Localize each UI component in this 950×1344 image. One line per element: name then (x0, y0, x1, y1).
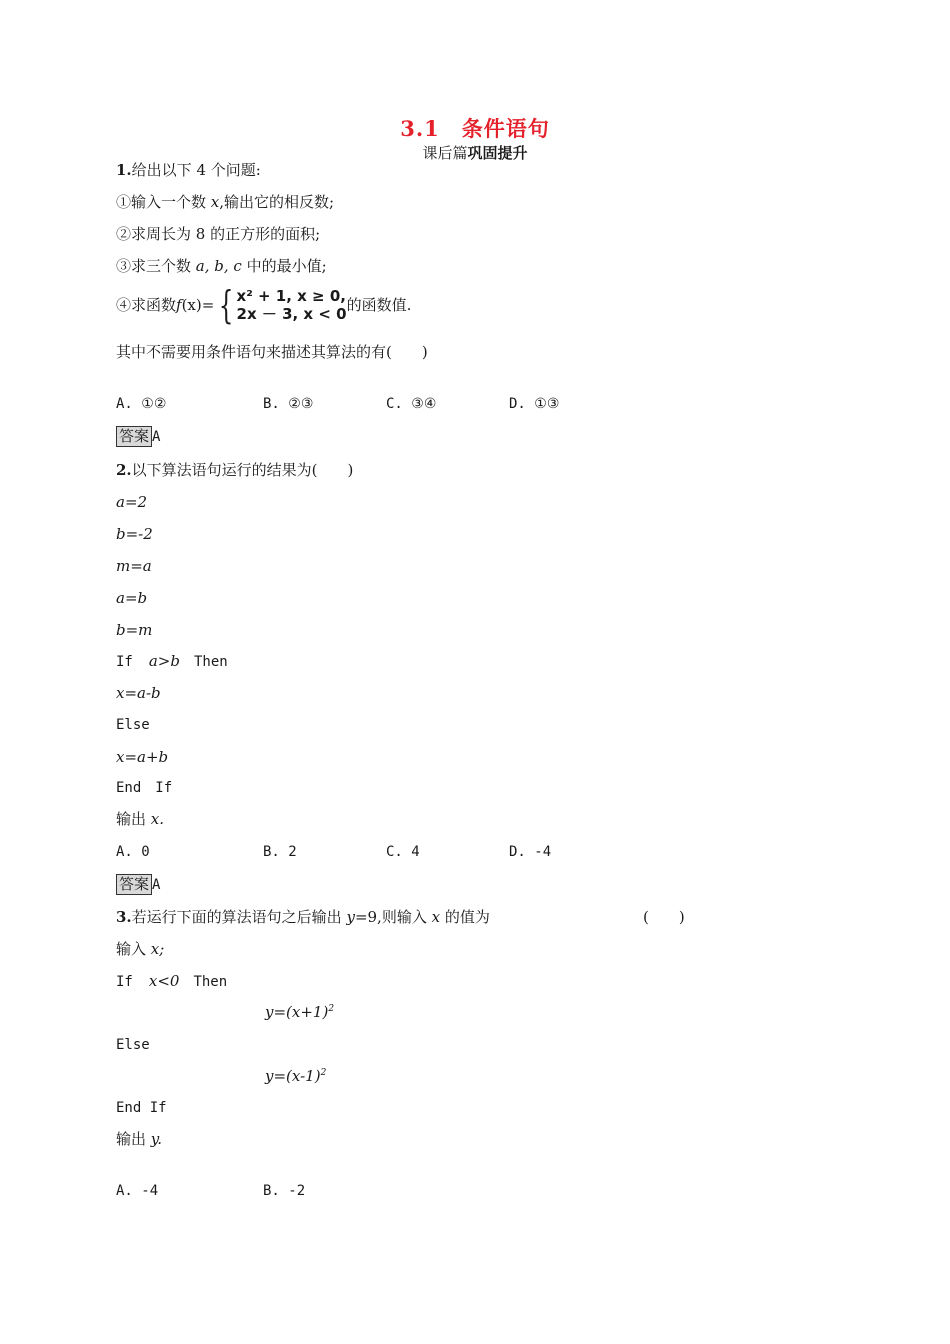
q3-stem-text: 若运行下面的算法语句之后输出 (131, 908, 347, 926)
page-subtitle (0, 146, 950, 161)
q3-stem-line (116, 910, 490, 925)
q3-if-line (116, 974, 227, 989)
q3-else-expr: y=(x-1) (265, 1067, 321, 1085)
output-var: x. (150, 810, 165, 828)
q1-stem: 给出以下 4 个问题: (131, 161, 261, 179)
q1-stem-line (116, 163, 261, 178)
q1-item-3-vars: a, b, c (195, 257, 242, 275)
q3-input-line (116, 942, 164, 957)
q2-if-line (116, 654, 228, 669)
input-var: x; (150, 940, 165, 958)
q1-item-4-func: f (176, 295, 182, 314)
q1-item-4-arg: (x) (181, 295, 202, 314)
piecewise-case-2: 2x － 3, x < 0 (236, 305, 347, 323)
page-title: 3.1 条件语句 (400, 116, 550, 141)
code-line: a=b (116, 589, 148, 607)
q1-item-2: ②求周长为 8 的正方形的面积; (116, 225, 321, 243)
q2-answer (116, 874, 160, 895)
q3-then-expr: y=(x+1) (265, 1003, 329, 1021)
answer-tag: 答案 (116, 874, 152, 895)
q2-answer-value: A (152, 877, 161, 893)
then-keyword: Then (193, 974, 228, 990)
if-condition: x<0 (148, 972, 180, 990)
q1-option-c[interactable]: C. ③④ (386, 396, 437, 412)
q2-option-a[interactable]: A. 0 (116, 844, 150, 860)
q1-option-b[interactable]: B. ②③ (263, 396, 314, 412)
piecewise-case-1: x² + 1, x ≥ 0, (236, 287, 346, 305)
subtitle-prefix: 课后篇 (422, 144, 468, 162)
q2-then-line: x=a-b (116, 684, 161, 702)
q2-stem: 以下算法语句运行的结果为( ) (131, 461, 354, 479)
q2-stem-line (116, 463, 353, 478)
q1-item-4-eq: = (201, 295, 215, 314)
q2-number: 2. (116, 461, 132, 479)
q2-option-c[interactable]: C. 4 (386, 844, 420, 860)
q1-answer-value: A (152, 429, 161, 445)
q1-number: 1. (116, 161, 132, 179)
q1-item-4 (116, 283, 412, 327)
q1-option-a[interactable]: A. ①② (116, 396, 167, 412)
q2-else-statement: x=a+b (116, 748, 169, 766)
code-line: m=a (116, 557, 152, 575)
q1-item-3-text-end: 中的最小值; (241, 257, 327, 275)
q3-endif-line: End If (116, 1100, 167, 1116)
if-keyword: If (116, 654, 133, 670)
q2-option-d[interactable]: D. -4 (509, 844, 552, 860)
q1-item-1-text: ①输入一个数 (116, 193, 211, 211)
code-line: b=-2 (116, 525, 153, 543)
q3-stem-y: y (346, 908, 355, 926)
code-line: b=m (116, 621, 153, 639)
q3-output-line (116, 1132, 162, 1147)
q1-item-1-var: x (210, 193, 220, 211)
q3-option-a[interactable]: A. -4 (116, 1183, 159, 1199)
if-condition: a>b (148, 652, 180, 670)
piecewise-function (214, 283, 347, 327)
q3-stem-x: x (431, 908, 441, 926)
subtitle-bold: 巩固提升 (467, 144, 528, 162)
q3-else-line: Else (116, 1037, 150, 1053)
q1-item-1-text-end: ,输出它的相反数; (219, 193, 335, 211)
q2-else-line: Else (116, 717, 150, 733)
output-var: y. (150, 1130, 163, 1148)
output-keyword: 输出 (116, 810, 151, 828)
q3-option-b[interactable]: B. -2 (263, 1183, 306, 1199)
input-keyword: 输入 (116, 940, 151, 958)
q1-option-d[interactable]: D. ①③ (509, 396, 560, 412)
code-line: a=2 (116, 493, 148, 511)
q1-item-1 (116, 195, 334, 210)
q1-answer (116, 426, 160, 447)
q2-endif-line: End If (116, 780, 173, 796)
q3-stem-text-mid: =9,则输入 (354, 908, 432, 926)
q3-number: 3. (116, 908, 132, 926)
exponent: 2 (320, 1068, 327, 1078)
q1-item-3 (116, 259, 327, 274)
then-keyword: Then (193, 654, 228, 670)
if-keyword: If (116, 974, 133, 990)
left-brace-icon: { (219, 283, 234, 327)
q1-item-4-text-end: 的函数值. (346, 295, 412, 314)
q3-then-statement (265, 1005, 334, 1020)
answer-tag: 答案 (116, 426, 152, 447)
q3-answer-paren: ( ) (643, 908, 685, 926)
output-keyword: 输出 (116, 1130, 151, 1148)
q1-item-4-text: ④求函数 (116, 295, 177, 314)
q1-item-3-text: ③求三个数 (116, 257, 196, 275)
exponent: 2 (328, 1004, 335, 1014)
q1-question: 其中不需要用条件语句来描述其算法的有( ) (116, 343, 428, 361)
q2-output-line (116, 812, 164, 827)
q3-else-statement (265, 1069, 326, 1084)
q3-stem-text-end: 的值为 (440, 908, 490, 926)
piecewise-cases (237, 287, 347, 323)
q2-option-b[interactable]: B. 2 (263, 844, 297, 860)
